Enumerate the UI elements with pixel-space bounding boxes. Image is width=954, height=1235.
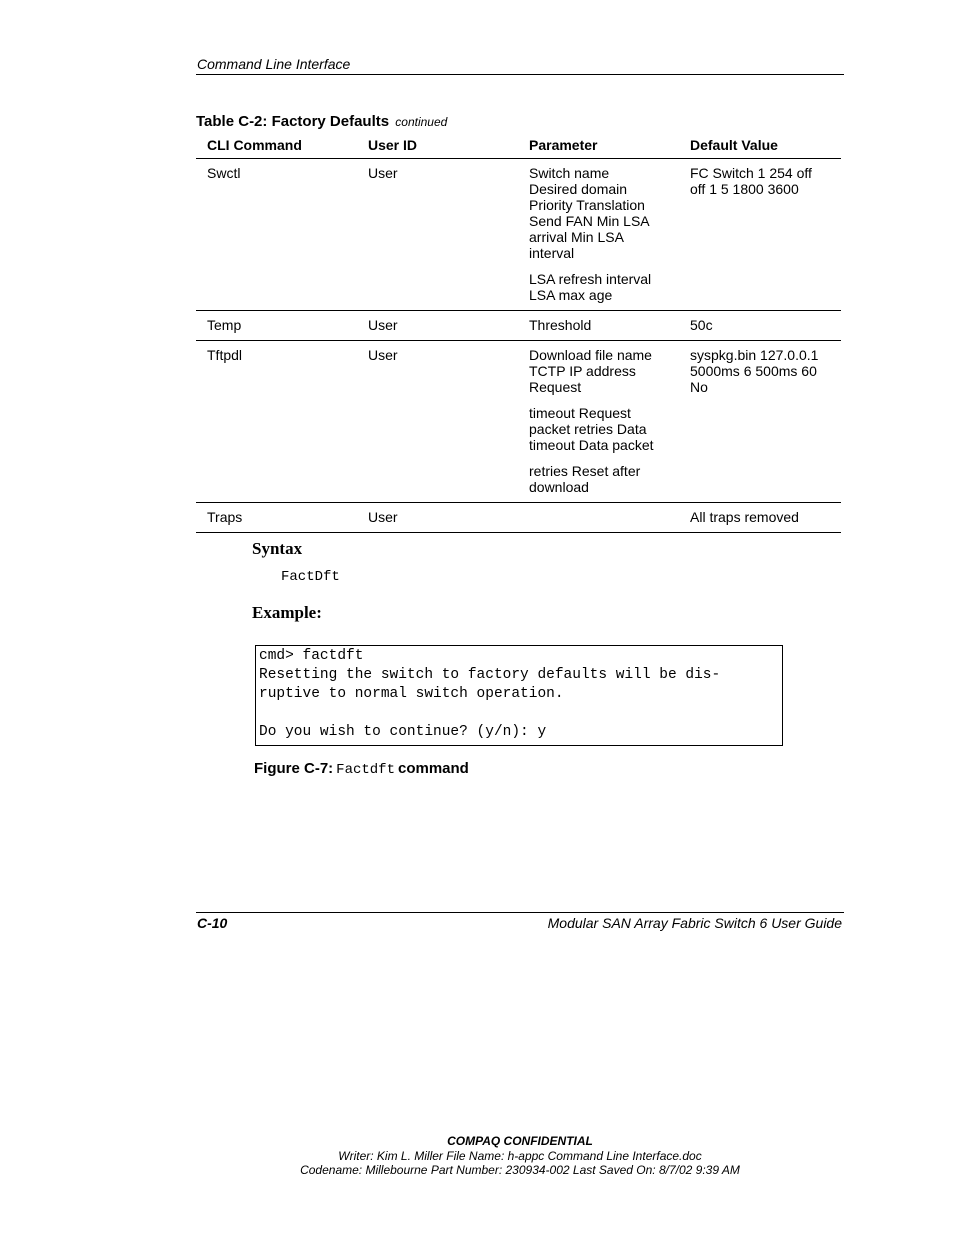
default-value-cell — [679, 159, 841, 311]
table-title — [196, 113, 447, 130]
running-header: Command Line Interface — [197, 56, 351, 72]
parameter-cell — [518, 341, 679, 503]
parameter-line: Switch name — [529, 165, 610, 181]
default-value-line: No — [690, 379, 708, 395]
parameter-line: packet retries Data — [529, 421, 647, 437]
default-value-line: FC Switch 1 254 off — [690, 165, 812, 181]
example-terminal-text — [256, 646, 782, 742]
default-value-cell — [679, 341, 841, 503]
syntax-heading: Syntax — [252, 539, 303, 558]
parameter-line: LSA refresh interval — [529, 271, 652, 287]
table-continued-note: continued — [395, 115, 448, 129]
column-header-parameter: Parameter — [518, 133, 679, 159]
user-id-cell: User — [357, 503, 518, 533]
figure-code: Factdft — [336, 762, 395, 778]
parameter-line: interval — [529, 245, 575, 261]
figure-suffix: command — [397, 760, 469, 777]
cli-command-cell: Traps — [196, 503, 357, 533]
table-title-text: Table C-2: Factory Defaults — [196, 113, 390, 130]
parameter-line: retries Reset after — [529, 463, 641, 479]
cli-command-cell: Swctl — [196, 159, 357, 311]
parameter-line: LSA max age — [529, 287, 613, 303]
factory-defaults-table — [196, 133, 841, 533]
table-row — [196, 159, 841, 311]
parameter-line: Threshold — [529, 317, 592, 333]
footer-rule — [196, 912, 844, 913]
page-number: C-10 — [197, 915, 228, 931]
figure-label: Figure C-7: — [254, 760, 334, 777]
example-terminal-box — [255, 645, 783, 746]
header-rule — [196, 74, 844, 75]
codename-line: Codename: Millebourne Part Number: 230934-002 Last Saved On: 8/7/02 9:39 AM — [300, 1163, 740, 1177]
terminal-line: Resetting the switch to factory defaults will be dis- — [259, 667, 721, 683]
parameter-line: Download file name — [529, 347, 652, 363]
default-value-line: off 1 5 1800 3600 — [690, 181, 799, 197]
parameter-cell — [518, 159, 679, 311]
parameter-line: arrival Min LSA — [529, 229, 624, 245]
paragraph-gap — [529, 261, 679, 271]
user-id-cell: User — [357, 311, 518, 341]
column-header-user-id: User ID — [357, 133, 518, 159]
parameter-cell — [518, 503, 679, 533]
figure-caption — [254, 760, 469, 778]
default-value-line: 5000ms 6 500ms 60 — [690, 363, 817, 379]
parameter-cell — [518, 311, 679, 341]
default-value-line: syspkg.bin 127.0.0.1 — [690, 347, 819, 363]
user-id-cell: User — [357, 159, 518, 311]
terminal-line: ruptive to normal switch operation. — [259, 686, 564, 702]
parameter-line: timeout Request — [529, 405, 631, 421]
confidential-notice: COMPAQ CONFIDENTIAL — [447, 1134, 593, 1148]
parameter-line: timeout Data packet — [529, 437, 654, 453]
book-title: Modular SAN Array Fabric Switch 6 User Guide — [547, 915, 842, 931]
paragraph-gap — [529, 395, 679, 405]
default-value-cell — [679, 503, 841, 533]
paragraph-gap — [529, 453, 679, 463]
example-heading: Example: — [252, 603, 322, 622]
table-row — [196, 503, 841, 533]
parameter-line: Desired domain — [529, 181, 628, 197]
terminal-line: cmd> factdft — [259, 648, 364, 664]
syntax-code: FactDft — [281, 569, 340, 585]
column-header-default-value: Default Value — [679, 133, 841, 159]
parameter-line: Priority Translation — [529, 197, 645, 213]
default-value-line: All traps removed — [690, 509, 799, 525]
user-id-cell: User — [357, 341, 518, 503]
cli-command-cell: Tftpdl — [196, 341, 357, 503]
table-header-row — [196, 133, 841, 159]
parameter-line: TCTP IP address — [529, 363, 636, 379]
table-row — [196, 311, 841, 341]
writer-line: Writer: Kim L. Miller File Name: h-appc Command Line Interface.doc — [338, 1149, 702, 1163]
parameter-line: Send FAN Min LSA — [529, 213, 650, 229]
parameter-line: Request — [529, 379, 582, 395]
terminal-line: Do you wish to continue? (y/n): y — [259, 724, 547, 740]
table-row — [196, 341, 841, 503]
parameter-line: download — [529, 479, 589, 495]
default-value-cell — [679, 311, 841, 341]
cli-command-cell: Temp — [196, 311, 357, 341]
default-value-line: 50c — [690, 317, 713, 333]
column-header-cli-command: CLI Command — [196, 133, 357, 159]
